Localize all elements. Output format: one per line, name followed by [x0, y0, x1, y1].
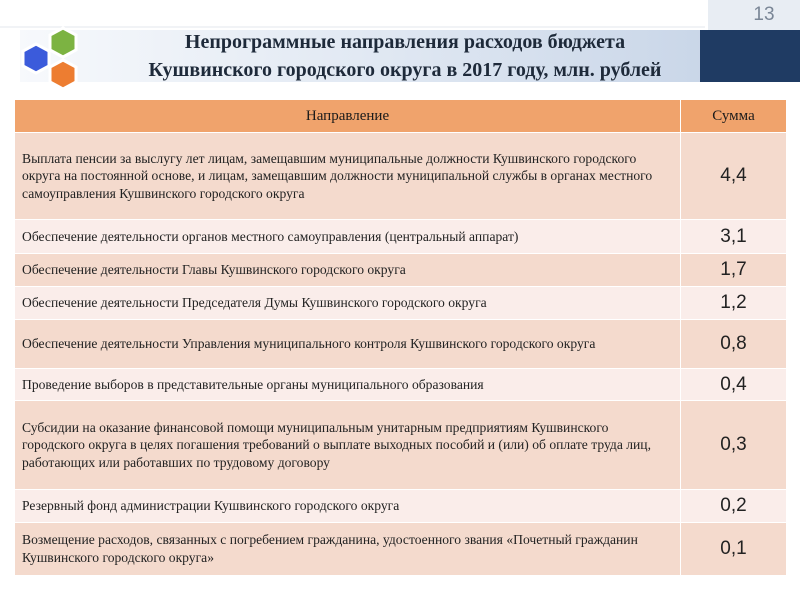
top-decoration [0, 0, 800, 28]
table-row [15, 220, 787, 254]
table-row [15, 369, 787, 401]
title-line-2: Кушвинского городского округа в 2017 году, млн. рублей [148, 59, 662, 81]
amount-cell: 0,8 [681, 320, 787, 369]
amount-cell: 4,4 [681, 133, 787, 220]
amount-cell: 0,1 [681, 523, 787, 576]
direction-cell: Обеспечение деятельности органов местного самоуправления (центральный аппарат) [15, 220, 681, 254]
hexagon-blue-icon [23, 44, 49, 73]
amount-cell: 0,4 [681, 369, 787, 401]
table-row [15, 401, 787, 490]
direction-cell: Обеспечение деятельности Председателя Думы Кушвинского городского округа [15, 287, 681, 320]
amount-cell: 1,7 [681, 254, 787, 287]
page-title [100, 28, 710, 84]
header-direction: Направление [15, 100, 681, 133]
page-number: 13 [753, 4, 775, 25]
direction-cell: Возмещение расходов, связанных с погребением гражданина, удостоенного звания «Почетный гражданин Кушвинского городского округа» [15, 523, 681, 576]
direction-cell: Обеспечение деятельности Управления муниципального контроля Кушвинского городского округа [15, 320, 681, 369]
hexagon-orange-icon [50, 60, 76, 89]
direction-cell: Выплата пенсии за выслугу лет лицам, замещавшим муниципальные должности Кушвинского городского округа на постоянной основе, и лицам, замещавшим должности муниципальной службы в органах местного самоуправления Кушвинского городского округа [15, 133, 681, 220]
direction-cell: Субсидии на оказание финансовой помощи муниципальным унитарным предприятиям Кушвинского городского округа в целях погашения требований о выплате выходных пособий и (или) об оплате труда лиц, работающих или работавших по трудовому договору [15, 401, 681, 490]
amount-cell: 0,3 [681, 401, 787, 490]
amount-cell: 0,2 [681, 490, 787, 523]
table-row [15, 133, 787, 220]
amount-cell: 3,1 [681, 220, 787, 254]
direction-cell: Проведение выборов в представительные органы муниципального образования [15, 369, 681, 401]
table-row [15, 320, 787, 369]
table-row [15, 254, 787, 287]
table-header-row [15, 100, 787, 133]
title-band-dark [700, 30, 800, 82]
table-row [15, 490, 787, 523]
expenses-table [14, 99, 787, 576]
amount-cell: 1,2 [681, 287, 787, 320]
direction-cell: Резервный фонд администрации Кушвинского городского округа [15, 490, 681, 523]
hexagon-green-icon [50, 28, 76, 57]
table-row [15, 287, 787, 320]
direction-cell: Обеспечение деятельности Главы Кушвинского городского округа [15, 254, 681, 287]
title-line-1: Непрограммные направления расходов бюджета [184, 31, 626, 53]
table-row [15, 523, 787, 576]
header-amount: Сумма [681, 100, 787, 133]
hexagon-logo-icon [8, 22, 98, 100]
